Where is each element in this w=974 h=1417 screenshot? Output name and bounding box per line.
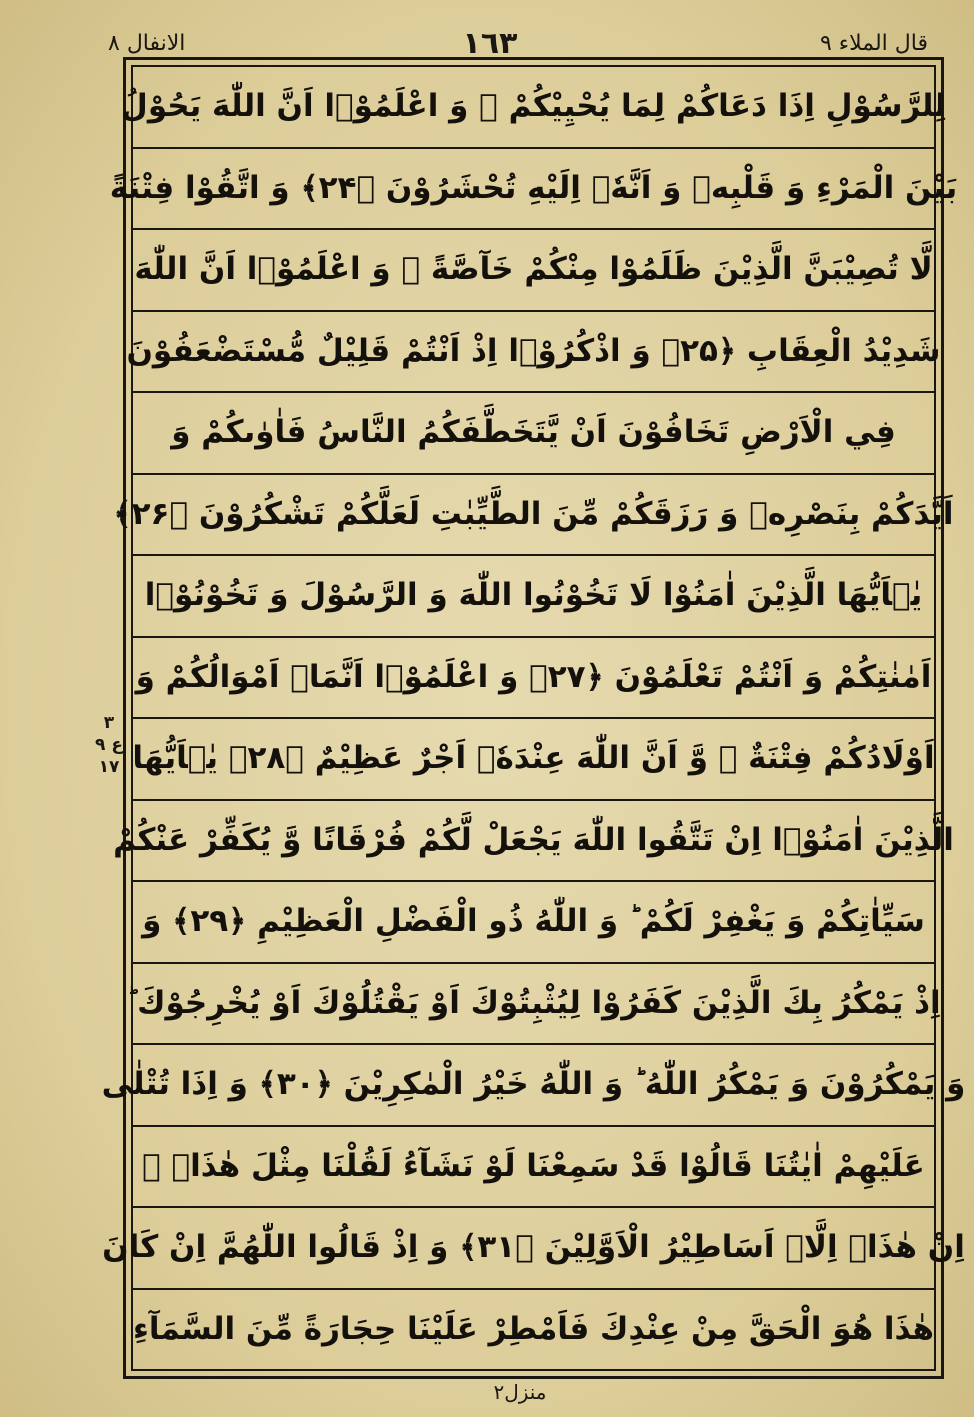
verse-line: عَلَيْهِمْ اٰيٰتُنَا قَالُوْا قَدْ سَمِعْنَا لَوْ نَشَآءُ لَقُلْنَا مِثْلَ هٰذَاۤ ۙ [133, 1127, 934, 1209]
verse-line: سَيِّاٰتِكُمْ وَ يَغْفِرْ لَكُمْ ؕ وَ اللّٰهُ ذُو الْفَضْلِ الْعَظِيْمِ ﴿۲۹﴾ وَ [133, 882, 934, 964]
manzil-footer: منزل٢ [493, 1380, 547, 1404]
verse-line: اَمٰنٰتِكُمْ وَ اَنْتُمْ تَعْلَمُوْنَ ﴿۲۷﴾ وَ اعْلَمُوْۤا اَنَّمَاۤ اَمْوَالُكُمْ وَ [133, 638, 934, 720]
verse-line: شَدِيْدُ الْعِقَابِ ﴿۲۵﴾ وَ اذْكُرُوْۤا اِذْ اَنْتُمْ قَلِيْلٌ مُّسْتَضْعَفُوْنَ [133, 312, 934, 394]
verse-line: هٰذَا هُوَ الْحَقَّ مِنْ عِنْدِكَ فَاَمْطِرْ عَلَيْنَا حِجَارَةً مِّنَ السَّمَآءِ [133, 1310, 934, 1347]
page-number: ١٦٣ [462, 26, 518, 61]
ruku-marker-middle: ع ٩ [95, 735, 123, 755]
header-surah-juz: قال الملاء ٩ [819, 31, 928, 56]
ruku-marker-top: ٣ [103, 713, 115, 733]
verse-line: لَّا تُصِيْبَنَّ الَّذِيْنَ ظَلَمُوْا مِنْكُمْ خَآصَّةً ۚ وَ اعْلَمُوْۤا اَنَّ اللّٰهَ [133, 230, 934, 312]
ruku-marker-bottom: ١٧ [98, 757, 120, 777]
verse-line: الَّذِيْنَ اٰمَنُوْۤا اِنْ تَتَّقُوا اللّٰهَ يَجْعَلْ لَّكُمْ فُرْقَانًا وَّ يُكَفِّرْ عَنْكُمْ [133, 801, 934, 883]
verse-line: بَيْنَ الْمَرْءِ وَ قَلْبِهٖ وَ اَنَّهٗۤ اِلَيْهِ تُحْشَرُوْنَ ﴿۲۴﴾ وَ اتَّقُوْا فِتْنَةً [133, 149, 934, 231]
ruku-marker [92, 712, 126, 778]
verse-line: اِذْ يَمْكُرُ بِكَ الَّذِيْنَ كَفَرُوْا لِيُثْبِتُوْكَ اَوْ يَقْتُلُوْكَ اَوْ يُخْرِجُوْكَ ؕ [133, 964, 934, 1046]
verse-line: وَ يَمْكُرُوْنَ وَ يَمْكُرُ اللّٰهُ ؕ وَ اللّٰهُ خَيْرُ الْمٰكِرِيْنَ ﴿۳۰﴾ وَ اِذَا تُتْلٰى [133, 1045, 934, 1127]
verse-line: لِلرَّسُوْلِ اِذَا دَعَاكُمْ لِمَا يُحْيِيْكُمْ ۚ وَ اعْلَمُوْۤا اَنَّ اللّٰهَ يَحُوْلُ [133, 67, 934, 149]
verse-line: اَيَّدَكُمْ بِنَصْرِهٖ وَ رَزَقَكُمْ مِّنَ الطَّيِّبٰتِ لَعَلَّكُمْ تَشْكُرُوْنَ ﴿۲۶﴾ [133, 475, 934, 557]
verse-line: اِنْ هٰذَاۤ اِلَّاۤ اَسَاطِيْرُ الْاَوَّلِيْنَ ﴿۳۱﴾ وَ اِذْ قَالُوا اللّٰهُمَّ اِنْ كَانَ [133, 1208, 934, 1290]
verse-line: فِي الْاَرْضِ تَخَافُوْنَ اَنْ يَّتَخَطَّفَكُمُ النَّاسُ فَاٰوٰىكُمْ وَ [133, 393, 934, 475]
header-surah-name: الانفال ٨ [108, 31, 186, 56]
verse-line: اَوْلَادُكُمْ فِتْنَةٌ ۙ وَّ اَنَّ اللّٰهَ عِنْدَهٗۤ اَجْرٌ عَظِيْمٌ ﴿۲۸﴾ يٰۤاَيُّهَا [133, 719, 934, 801]
verse-line: يٰۤاَيُّهَا الَّذِيْنَ اٰمَنُوْا لَا تَخُوْنُوا اللّٰهَ وَ الرَّسُوْلَ وَ تَخُوْنُوْۤا [133, 556, 934, 638]
